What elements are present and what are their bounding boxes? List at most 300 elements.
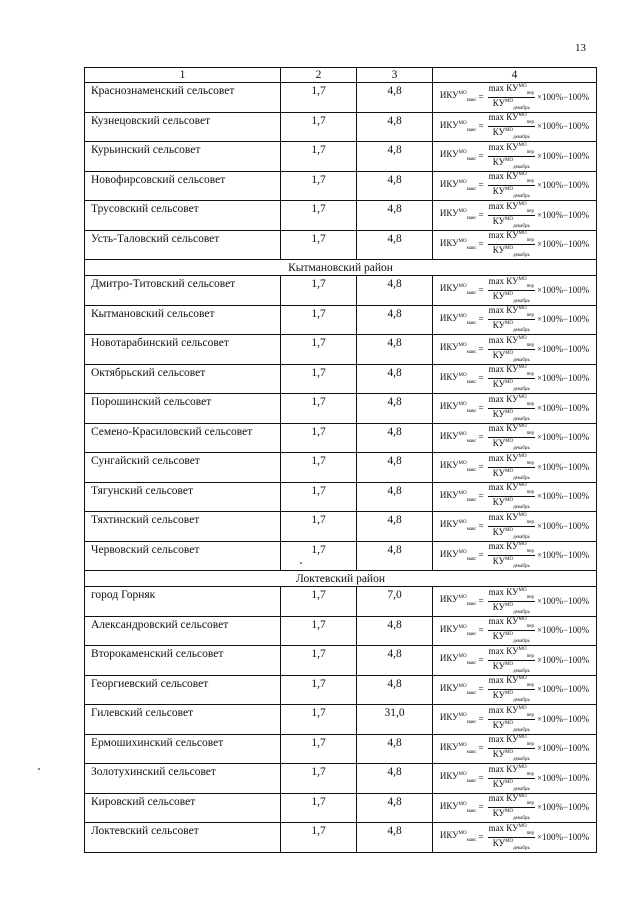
formula-den-sub: декабрь [513, 386, 530, 392]
formula-fraction [488, 84, 535, 111]
formula-den-sub: декабрь [513, 815, 530, 821]
settlement-name: Краснознаменский сельсовет [85, 83, 281, 113]
formula-denominator [492, 527, 531, 540]
settlement-name: Кытмановский сельсовет [85, 305, 281, 335]
value-col-3: 7,0 [357, 587, 433, 617]
formula-fraction [488, 617, 535, 644]
formula-lhs-symbol: ИКУ [439, 489, 459, 500]
formula-numerator [488, 513, 535, 527]
formula-numerator [488, 647, 535, 661]
tariff-table [84, 67, 597, 853]
formula-num-symbol: max КУ [488, 793, 519, 804]
formula-num-sub: пер [526, 179, 534, 184]
formula-lhs-sup: МО [458, 179, 467, 185]
value-col-3: 4,8 [357, 764, 433, 794]
formula-den-sup: МО [505, 216, 514, 222]
settlement-name: Сунгайский сельсовет [85, 453, 281, 483]
formula-lhs-sup: МО [458, 624, 467, 630]
formula-lhs-symbol: ИКУ [439, 283, 459, 294]
formula-denominator [492, 661, 531, 674]
formula-equals: = [478, 284, 484, 295]
formula [436, 172, 593, 200]
table-row [85, 616, 597, 646]
formula-numerator [488, 542, 535, 556]
formula-lhs-sub: макс [466, 215, 477, 221]
formula-numerator [488, 84, 535, 98]
formula-lhs-sub: макс [466, 320, 477, 326]
formula [436, 424, 593, 452]
formula-denominator [492, 438, 531, 451]
formula-fraction [488, 706, 535, 733]
value-col-2: 1,7 [281, 734, 357, 764]
formula-lhs [440, 772, 477, 784]
formula-numerator [488, 794, 535, 808]
formula-lhs-sub: макс [466, 808, 477, 814]
formula-tail: ×100%−100% [536, 654, 590, 665]
formula-lhs [440, 831, 477, 843]
formula-denominator [492, 838, 531, 851]
formula-equals: = [478, 831, 484, 842]
formula-lhs-sup: МО [458, 150, 467, 156]
formula-lhs-sub: макс [466, 837, 477, 843]
header-col-1: 1 [85, 68, 281, 83]
settlement-name: Георгиевский сельсовет [85, 675, 281, 705]
formula-tail: ×100%−100% [536, 239, 590, 249]
formula-num-sub: пер [526, 712, 534, 718]
formula-den-sub: декабрь [513, 697, 530, 703]
formula-lhs-sub: макс [466, 408, 477, 414]
formula-num-sub: пер [526, 283, 534, 289]
formula-den-symbol: КУ [492, 778, 505, 789]
formula-fraction [488, 143, 535, 170]
formula-cell [433, 305, 597, 335]
value-col-2: 1,7 [281, 201, 357, 231]
table-row [85, 230, 597, 260]
formula-lhs-symbol: ИКУ [439, 519, 459, 530]
formula [436, 365, 593, 393]
formula-numerator [488, 765, 535, 779]
formula-den-symbol: КУ [492, 690, 505, 700]
table-row [85, 171, 597, 201]
formula [436, 512, 593, 540]
formula-den-sup: МО [505, 350, 514, 356]
settlement-name: Кузнецовский сельсовет [85, 112, 281, 142]
table-row [85, 335, 597, 365]
district-name: Локтевский район [85, 571, 597, 587]
value-col-3: 4,8 [357, 793, 433, 823]
formula-lhs [440, 402, 477, 414]
formula-num-sup: МО [518, 542, 527, 548]
formula-tail: ×100%−100% [536, 831, 590, 842]
table-row [85, 305, 597, 335]
formula-den-symbol: КУ [492, 215, 505, 226]
formula-cell [433, 823, 597, 853]
formula-lhs-sub: макс [466, 660, 477, 666]
formula-equals: = [478, 373, 484, 383]
value-col-2: 1,7 [281, 793, 357, 823]
formula-num-sup: МО [518, 735, 527, 741]
formula-numerator [488, 172, 535, 186]
formula-lhs [440, 550, 477, 562]
table-row [85, 764, 597, 794]
formula-lhs [440, 491, 477, 503]
formula-num-sup: МО [518, 823, 527, 829]
formula-num-sub: пер [526, 401, 534, 407]
value-col-3: 4,8 [357, 201, 433, 231]
formula-denominator [492, 749, 531, 762]
formula-den-sup: МО [505, 809, 514, 814]
formula [436, 676, 593, 704]
table-row [85, 541, 597, 571]
formula-den-sub: декабрь [513, 193, 530, 199]
value-col-3: 4,8 [357, 512, 433, 542]
formula-tail: ×100%−100% [536, 180, 590, 190]
settlement-name: Новотарабинский сельсовет [85, 335, 281, 365]
formula-num-symbol: max КУ [488, 200, 519, 211]
formula-num-sup: МО [518, 705, 527, 711]
formula-num-sup: МО [518, 512, 527, 518]
table-row [85, 112, 597, 142]
value-col-3: 4,8 [357, 423, 433, 453]
formula-tail: ×100%−100% [536, 550, 590, 560]
formula-denominator [492, 556, 531, 569]
formula-equals: = [478, 402, 484, 413]
formula-lhs-sup: МО [458, 284, 467, 290]
settlement-name: Октябрьский сельсовет [85, 364, 281, 394]
formula-lhs-sup: МО [458, 831, 467, 837]
formula-den-symbol: КУ [492, 467, 505, 478]
formula-lhs [440, 432, 477, 444]
formula-cell [433, 201, 597, 231]
formula-denominator [492, 98, 531, 111]
formula-den-sup: МО [505, 157, 514, 163]
formula-denominator [492, 779, 531, 792]
value-col-2: 1,7 [281, 541, 357, 571]
table-body [85, 68, 597, 853]
formula-lhs [440, 239, 477, 251]
formula-denominator [492, 379, 531, 392]
formula-denominator [492, 245, 531, 258]
formula-denominator [492, 808, 531, 821]
formula-den-sub: декабрь [513, 445, 530, 451]
formula-num-sup: МО [518, 764, 527, 770]
value-col-3: 4,8 [357, 394, 433, 424]
settlement-name: Семено-Красиловский сельсовет [85, 423, 281, 453]
formula-num-sup: МО [518, 276, 527, 282]
formula-cell [433, 423, 597, 453]
district-name: Кытмановский район [85, 260, 597, 276]
formula-den-sup: МО [505, 409, 514, 415]
formula-numerator [488, 706, 535, 720]
formula-denominator [492, 631, 531, 644]
formula-lhs [440, 314, 477, 326]
formula-tail: ×100%−100% [536, 625, 590, 635]
formula-tail: ×100%−100% [536, 343, 590, 354]
formula-num-sup: МО [518, 306, 527, 312]
formula-num-sub: пер [526, 742, 534, 747]
formula-den-sub: декабрь [513, 756, 530, 762]
formula-lhs [440, 654, 477, 666]
formula-tail: ×100%−100% [536, 713, 590, 724]
formula-den-sup: МО [505, 246, 514, 251]
table-row [85, 587, 597, 617]
formula-numerator [488, 588, 535, 602]
formula-num-symbol: max КУ [488, 822, 519, 833]
formula-lhs-sup: МО [458, 520, 467, 526]
formula-fraction [488, 277, 535, 304]
formula-cell [433, 734, 597, 764]
value-col-2: 1,7 [281, 112, 357, 142]
value-col-3: 4,8 [357, 734, 433, 764]
formula-cell [433, 142, 597, 172]
formula-equals: = [478, 150, 484, 161]
formula [436, 483, 593, 511]
settlement-name: Червовский сельсовет [85, 541, 281, 571]
formula-lhs-symbol: ИКУ [439, 430, 459, 441]
value-col-3: 4,8 [357, 305, 433, 335]
table-row [85, 675, 597, 705]
formula [436, 823, 593, 851]
formula-den-sub: декабрь [513, 164, 530, 170]
formula-num-symbol: max КУ [488, 541, 519, 552]
formula-cell [433, 541, 597, 571]
formula-numerator [488, 395, 535, 409]
formula-equals: = [478, 595, 484, 606]
formula-lhs-sup: МО [458, 238, 467, 244]
formula-numerator [488, 202, 535, 216]
formula-denominator [492, 320, 531, 333]
table-row [85, 793, 597, 823]
district-header-row [85, 571, 597, 587]
formula-cell [433, 364, 597, 394]
header-col-2: 2 [281, 68, 357, 83]
formula-lhs-sup: МО [458, 209, 467, 215]
formula-equals: = [478, 209, 484, 220]
formula-tail: ×100%−100% [536, 491, 590, 501]
formula-num-sub: пер [526, 208, 534, 214]
formula-denominator [492, 350, 531, 363]
formula-den-sup: МО [505, 321, 514, 326]
formula-num-symbol: max КУ [488, 482, 519, 493]
formula-lhs-symbol: ИКУ [439, 371, 459, 382]
value-col-2: 1,7 [281, 616, 357, 646]
formula-num-sub: пер [526, 120, 534, 125]
table-row [85, 734, 597, 764]
formula-cell [433, 335, 597, 365]
formula [436, 646, 593, 674]
formula-num-symbol: max КУ [488, 675, 519, 686]
formula [436, 142, 593, 170]
formula-lhs [440, 743, 477, 755]
formula-tail: ×100%−100% [536, 461, 590, 472]
settlement-name: Тяхтинский сельсовет [85, 512, 281, 542]
formula-num-symbol: max КУ [488, 82, 519, 93]
formula-den-sub: декабрь [513, 668, 530, 674]
value-col-3: 4,8 [357, 482, 433, 512]
formula-den-sub: декабрь [513, 638, 530, 644]
formula-tail: ×100%−100% [536, 684, 590, 694]
formula-num-symbol: max КУ [488, 423, 519, 434]
value-col-2: 1,7 [281, 305, 357, 335]
formula-den-symbol: КУ [492, 349, 505, 360]
formula-fraction [488, 336, 535, 363]
formula-numerator [488, 676, 535, 690]
formula-numerator [488, 824, 535, 838]
formula-denominator [492, 720, 531, 733]
formula-equals: = [478, 314, 484, 324]
formula-den-symbol: КУ [492, 379, 505, 389]
formula-equals: = [478, 180, 484, 190]
formula-num-sub: пер [526, 490, 534, 495]
formula-equals: = [478, 520, 484, 531]
formula-denominator [492, 157, 531, 170]
formula-fraction [488, 454, 535, 481]
formula-num-sub: пер [526, 771, 534, 777]
formula-cell [433, 482, 597, 512]
formula-fraction [488, 365, 535, 392]
formula-num-sup: МО [518, 453, 527, 459]
formula-fraction [488, 676, 535, 703]
table-row [85, 201, 597, 231]
district-header-row [85, 260, 597, 276]
formula-den-symbol: КУ [492, 556, 505, 566]
value-col-2: 1,7 [281, 453, 357, 483]
formula-fraction [488, 172, 535, 199]
formula-num-symbol: max КУ [488, 230, 519, 241]
settlement-name: Тягунский сельсовет [85, 482, 281, 512]
formula-equals: = [478, 772, 484, 783]
formula-den-sub: декабрь [513, 223, 530, 229]
formula-tail: ×100%−100% [536, 595, 590, 606]
formula [436, 201, 593, 229]
formula-den-sub: декабрь [513, 609, 530, 615]
formula-num-sub: пер [526, 519, 534, 525]
formula-tail: ×100%−100% [536, 209, 590, 220]
formula-lhs-symbol: ИКУ [439, 178, 459, 189]
formula-lhs-symbol: ИКУ [439, 682, 459, 693]
formula-lhs-sup: МО [458, 372, 467, 378]
formula-lhs-sub: макс [466, 526, 477, 532]
formula-lhs-sup: МО [458, 742, 467, 748]
formula-num-sub: пер [526, 313, 534, 318]
formula-equals: = [478, 91, 484, 102]
page-number: 13 [575, 42, 586, 54]
formula-num-symbol: max КУ [488, 112, 519, 123]
formula-tail: ×100%−100% [536, 743, 590, 753]
settlement-name: Новофирсовский сельсовет [85, 171, 281, 201]
value-col-2: 1,7 [281, 764, 357, 794]
formula-lhs-symbol: ИКУ [439, 800, 459, 811]
formula-lhs-sub: макс [466, 186, 477, 192]
formula-denominator [492, 216, 531, 229]
value-col-2: 1,7 [281, 823, 357, 853]
formula-num-sub: пер [526, 830, 534, 836]
formula-den-sub: декабрь [513, 534, 530, 540]
formula-den-sup: МО [505, 498, 514, 503]
formula-lhs-sup: МО [458, 461, 467, 467]
formula-lhs-symbol: ИКУ [439, 342, 459, 353]
formula-num-symbol: max КУ [488, 645, 519, 656]
formula-lhs-sup: МО [458, 490, 467, 496]
value-col-2: 1,7 [281, 171, 357, 201]
formula-num-sup: МО [518, 365, 527, 371]
formula-den-symbol: КУ [492, 156, 505, 167]
formula-num-sub: пер [526, 653, 534, 659]
formula-num-sup: МО [518, 142, 527, 148]
formula-cell [433, 793, 597, 823]
formula-denominator [492, 127, 531, 140]
table-row [85, 482, 597, 512]
formula-lhs-sub: макс [466, 556, 477, 562]
formula-cell [433, 616, 597, 646]
formula-num-sup: МО [518, 617, 527, 623]
formula-lhs-sub: макс [466, 438, 477, 444]
header-row [85, 68, 597, 83]
formula-lhs [440, 625, 477, 637]
value-col-3: 4,8 [357, 616, 433, 646]
formula-cell [433, 83, 597, 113]
formula-den-sup: МО [505, 750, 514, 755]
formula-num-symbol: max КУ [488, 734, 519, 745]
value-col-3: 4,8 [357, 83, 433, 113]
formula [436, 113, 593, 141]
formula-tail: ×100%−100% [536, 314, 590, 324]
value-col-2: 1,7 [281, 335, 357, 365]
formula-tail: ×100%−100% [536, 802, 590, 812]
value-col-3: 4,8 [357, 823, 433, 853]
formula-numerator [488, 231, 535, 245]
formula-fraction [488, 424, 535, 451]
formula-lhs-sup: МО [458, 313, 467, 319]
formula-den-sub: декабрь [513, 727, 530, 733]
formula-num-sup: МО [518, 172, 527, 178]
formula-den-sup: МО [505, 779, 514, 785]
formula-tail: ×100%−100% [536, 373, 590, 383]
formula-equals: = [478, 550, 484, 560]
formula-equals: = [478, 121, 484, 131]
formula-lhs-symbol: ИКУ [439, 594, 459, 605]
formula-den-symbol: КУ [492, 320, 505, 330]
table-row [85, 512, 597, 542]
formula-lhs-sup: МО [458, 683, 467, 689]
value-col-3: 4,8 [357, 646, 433, 676]
formula-fraction [488, 113, 535, 140]
formula [436, 231, 593, 259]
formula-den-symbol: КУ [492, 601, 505, 612]
formula [436, 764, 593, 792]
formula-den-symbol: КУ [492, 719, 505, 730]
formula-den-symbol: КУ [492, 290, 505, 301]
formula-lhs-symbol: ИКУ [439, 653, 459, 664]
value-col-3: 4,8 [357, 335, 433, 365]
formula-num-sup: МО [518, 676, 527, 682]
formula-tail: ×100%−100% [536, 284, 590, 295]
formula-den-sup: МО [505, 128, 514, 133]
formula-num-sub: пер [526, 801, 534, 806]
table-row [85, 705, 597, 735]
formula-fraction [488, 588, 535, 615]
value-col-2: 1,7 [281, 394, 357, 424]
value-col-2: 1,7 [281, 587, 357, 617]
table-row [85, 142, 597, 172]
formula-denominator [492, 291, 531, 304]
formula-cell [433, 764, 597, 794]
settlement-name: город Горняк [85, 587, 281, 617]
formula-numerator [488, 336, 535, 350]
settlement-name: Ермошихинский сельсовет [85, 734, 281, 764]
formula-lhs [440, 520, 477, 532]
formula-cell [433, 646, 597, 676]
